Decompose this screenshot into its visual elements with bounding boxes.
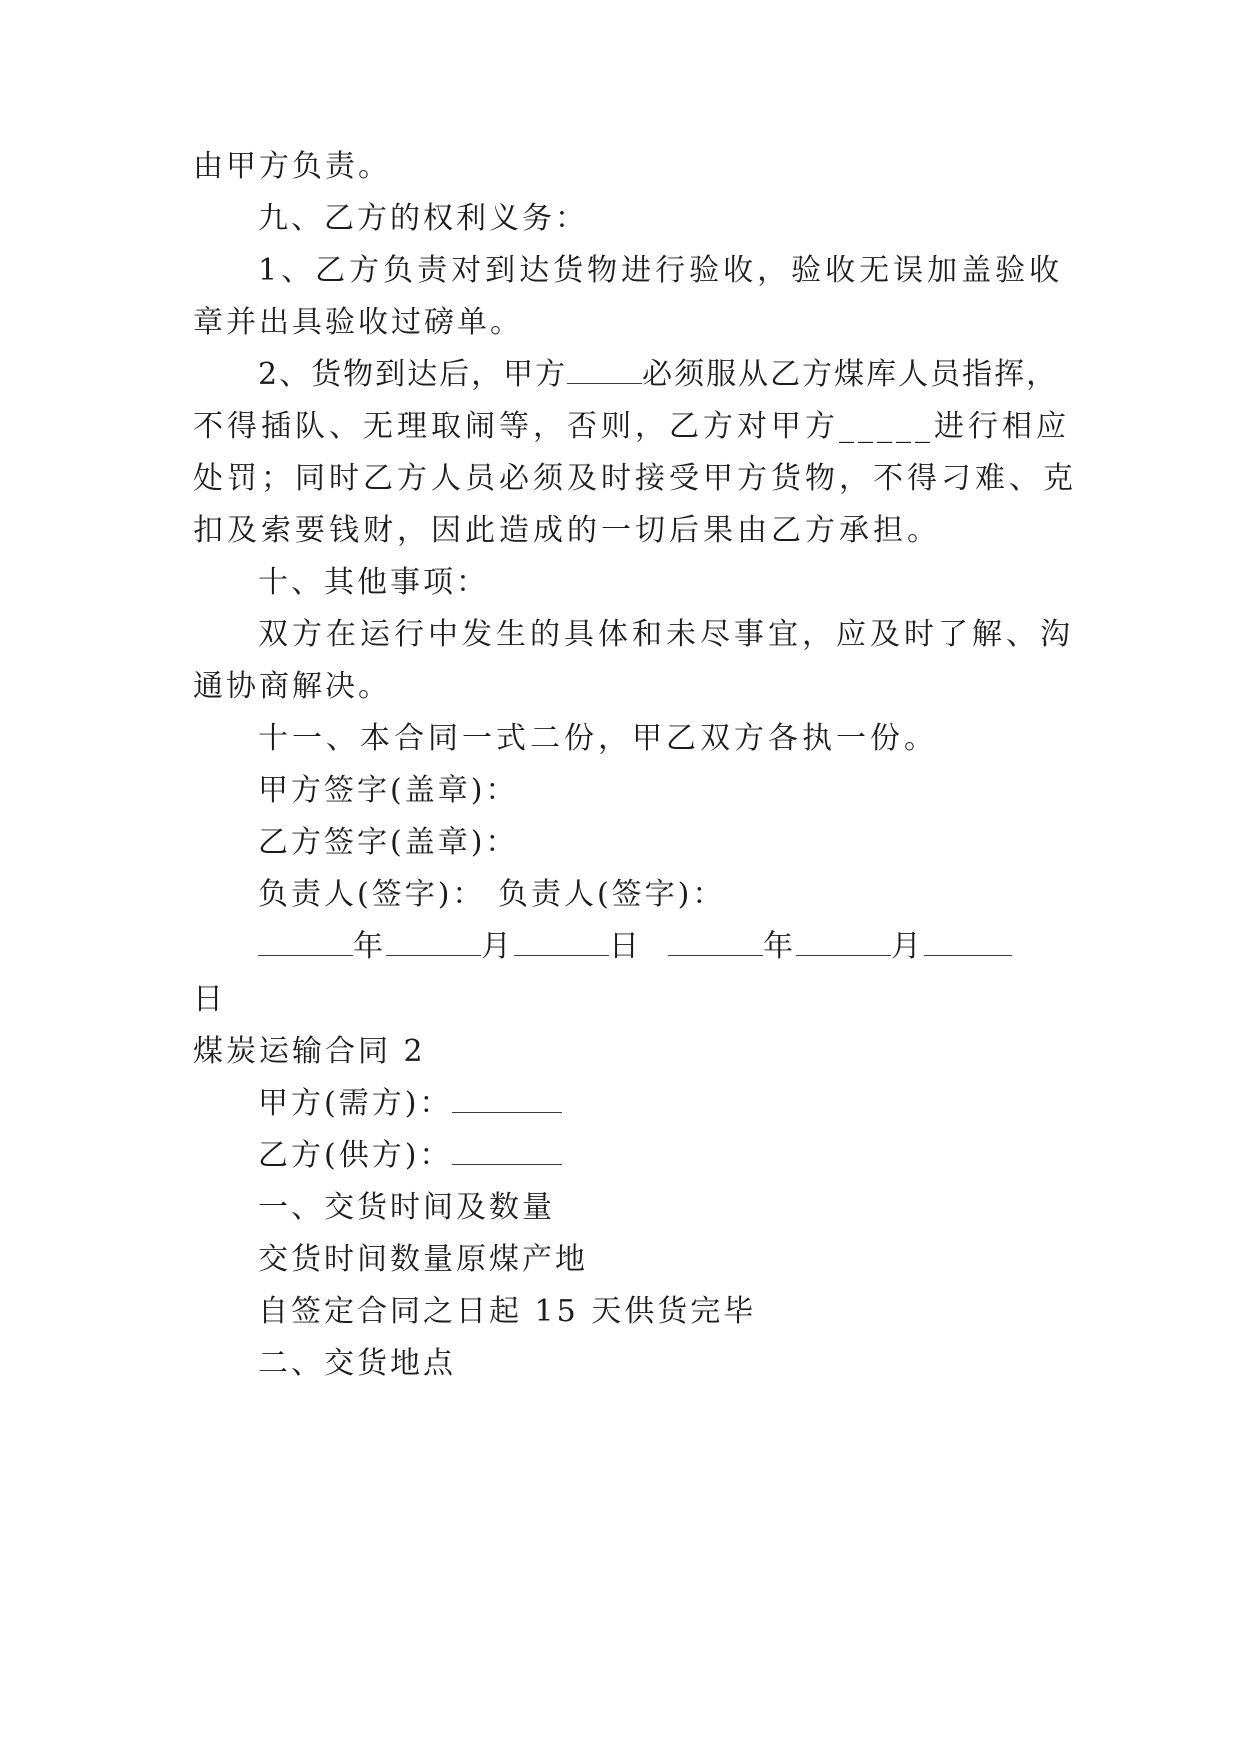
text-line: 不得插队、无理取闹等，否则，乙方对甲方_____进行相应 [193,409,1070,444]
party-a-signature-label: 甲方签字(盖章)： [258,773,519,808]
responsible-person-signature-labels: 负责人(签字)： 负责人(签字)： [258,877,726,912]
clause-2-text-start: 2、货物到达后，甲方 [258,357,568,392]
section-heading-10: 十、其他事项： [258,565,489,600]
blank-underline [386,929,481,956]
text-line: 由甲方负责。 [193,149,391,184]
month-label: 月 [891,929,924,964]
text-line: 扣及索要钱财，因此造成的一切后果由乙方承担。 [193,513,941,548]
section-heading-11: 十一、本合同一式二份，甲乙双方各执一份。 [258,721,938,756]
blank-underline [514,929,609,956]
party-a-blank [452,1086,562,1113]
contract-title: 煤炭运输合同 2 [193,1034,426,1069]
section-heading-1: 一、交货时间及数量 [258,1190,555,1225]
text-line: 1、乙方负责对到达货物进行验收，验收无误加盖验收 [258,253,1064,288]
blank-underline [668,929,763,956]
text-line: 处罚；同时乙方人员必须及时接受甲方货物，不得刁难、克 [193,461,1077,496]
signature-date-line [258,927,1118,967]
blank-underline [567,357,642,384]
blank-underline [796,929,891,956]
clause-2-text-end: 必须服从乙方煤库人员指挥， [642,357,1059,392]
party-b-signature-label: 乙方签字(盖章)： [258,825,519,860]
blank-underline [258,929,353,956]
party-b-blank [452,1138,562,1165]
year-label: 年 [763,929,796,964]
section-heading-2: 二、交货地点 [258,1346,456,1381]
clause-2-line [258,355,1058,395]
text-line: 章并出具验收过磅单。 [193,305,523,340]
month-label: 月 [481,929,514,964]
text-line: 自签定合同之日起 15 天供货完毕 [258,1294,757,1329]
blank-underline [924,929,1012,956]
section-heading-9: 九、乙方的权利义务： [258,201,588,236]
text-line: 双方在运行中发生的具体和未尽事宜，应及时了解、沟 [258,617,1074,652]
text-line: 通协商解决。 [193,669,391,704]
text-line: 交货时间数量原煤产地 [258,1242,588,1277]
date-day-wrap: 日 [193,982,226,1017]
party-a-line [258,1084,1118,1124]
party-b-label: 乙方(供方)： [258,1138,453,1173]
day-label: 日 [609,929,642,964]
party-a-label: 甲方(需方)： [258,1086,453,1121]
party-b-line [258,1136,1118,1176]
year-label: 年 [353,929,386,964]
